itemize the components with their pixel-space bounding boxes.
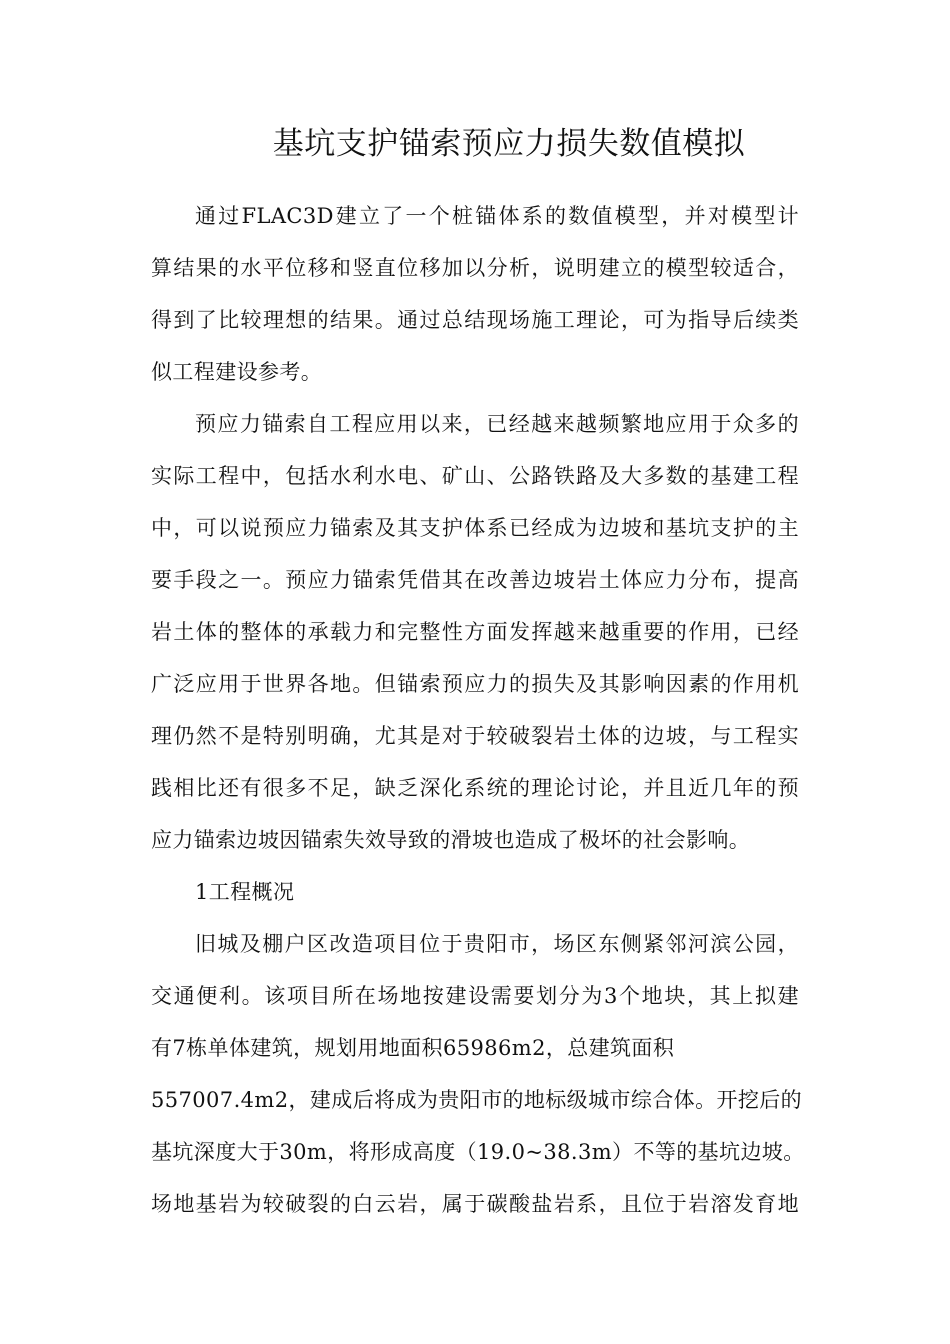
paragraph-3-line-4: 557007.4m2，建成后将成为贵阳市的地标级城市综合体。开挖后的 xyxy=(151,1088,803,1112)
paragraph-1-line-4: 似工程建设参考。 xyxy=(151,360,323,384)
paragraph-2-line-3: 中，可以说预应力锚索及其支护体系已经成为边坡和基坑支护的主 xyxy=(151,516,799,540)
paragraph-2-line-5: 岩土体的整体的承载力和完整性方面发挥越来越重要的作用，已经 xyxy=(151,620,799,644)
paragraph-2-line-6: 广泛应用于世界各地。但锚索预应力的损失及其影响因素的作用机 xyxy=(151,672,799,696)
paragraph-3-line-5: 基坑深度大于30m，将形成高度（19.0~38.3m）不等的基坑边坡。 xyxy=(151,1140,805,1164)
paragraph-2-line-4: 要手段之一。预应力锚索凭借其在改善边坡岩土体应力分布，提高 xyxy=(151,568,799,592)
paragraph-2-line-9: 应力锚索边坡因锚索失效导致的滑坡也造成了极坏的社会影响。 xyxy=(151,828,751,852)
paragraph-2-line-1: 预应力锚索自工程应用以来，已经越来越频繁地应用于众多的 xyxy=(195,412,799,436)
paragraph-3-line-1: 旧城及棚户区改造项目位于贵阳市，场区东侧紧邻河滨公园， xyxy=(195,932,799,956)
paragraph-3-line-3: 有7栋单体建筑，规划用地面积65986m2，总建筑面积 xyxy=(151,1036,675,1060)
document-body xyxy=(151,190,805,1230)
paragraph-1-line-2: 算结果的水平位移和竖直位移加以分析，说明建立的模型较适合， xyxy=(151,256,799,280)
paragraph-3-line-2: 交通便利。该项目所在场地按建设需要划分为3个地块，其上拟建 xyxy=(151,984,799,1008)
paragraph-1-line-3: 得到了比较理想的结果。通过总结现场施工理论，可为指导后续类 xyxy=(151,308,799,332)
document-title: 基坑支护锚索预应力损失数值模拟 xyxy=(272,126,746,162)
paragraph-2-line-7: 理仍然不是特别明确，尤其是对于较破裂岩土体的边坡，与工程实 xyxy=(151,724,799,748)
paragraph-2-line-2: 实际工程中，包括水利水电、矿山、公路铁路及大多数的基建工程 xyxy=(151,464,799,488)
paragraph-2-line-8: 践相比还有很多不足，缺乏深化系统的理论讨论，并且近几年的预 xyxy=(151,776,799,800)
section-heading: 1工程概况 xyxy=(195,880,295,904)
paragraph-3-line-6: 场地基岩为较破裂的白云岩，属于碳酸盐岩系，且位于岩溶发育地 xyxy=(151,1192,799,1216)
paragraph-1-line-1: 通过FLAC3D建立了一个桩锚体系的数值模型，并对模型计 xyxy=(195,204,799,228)
